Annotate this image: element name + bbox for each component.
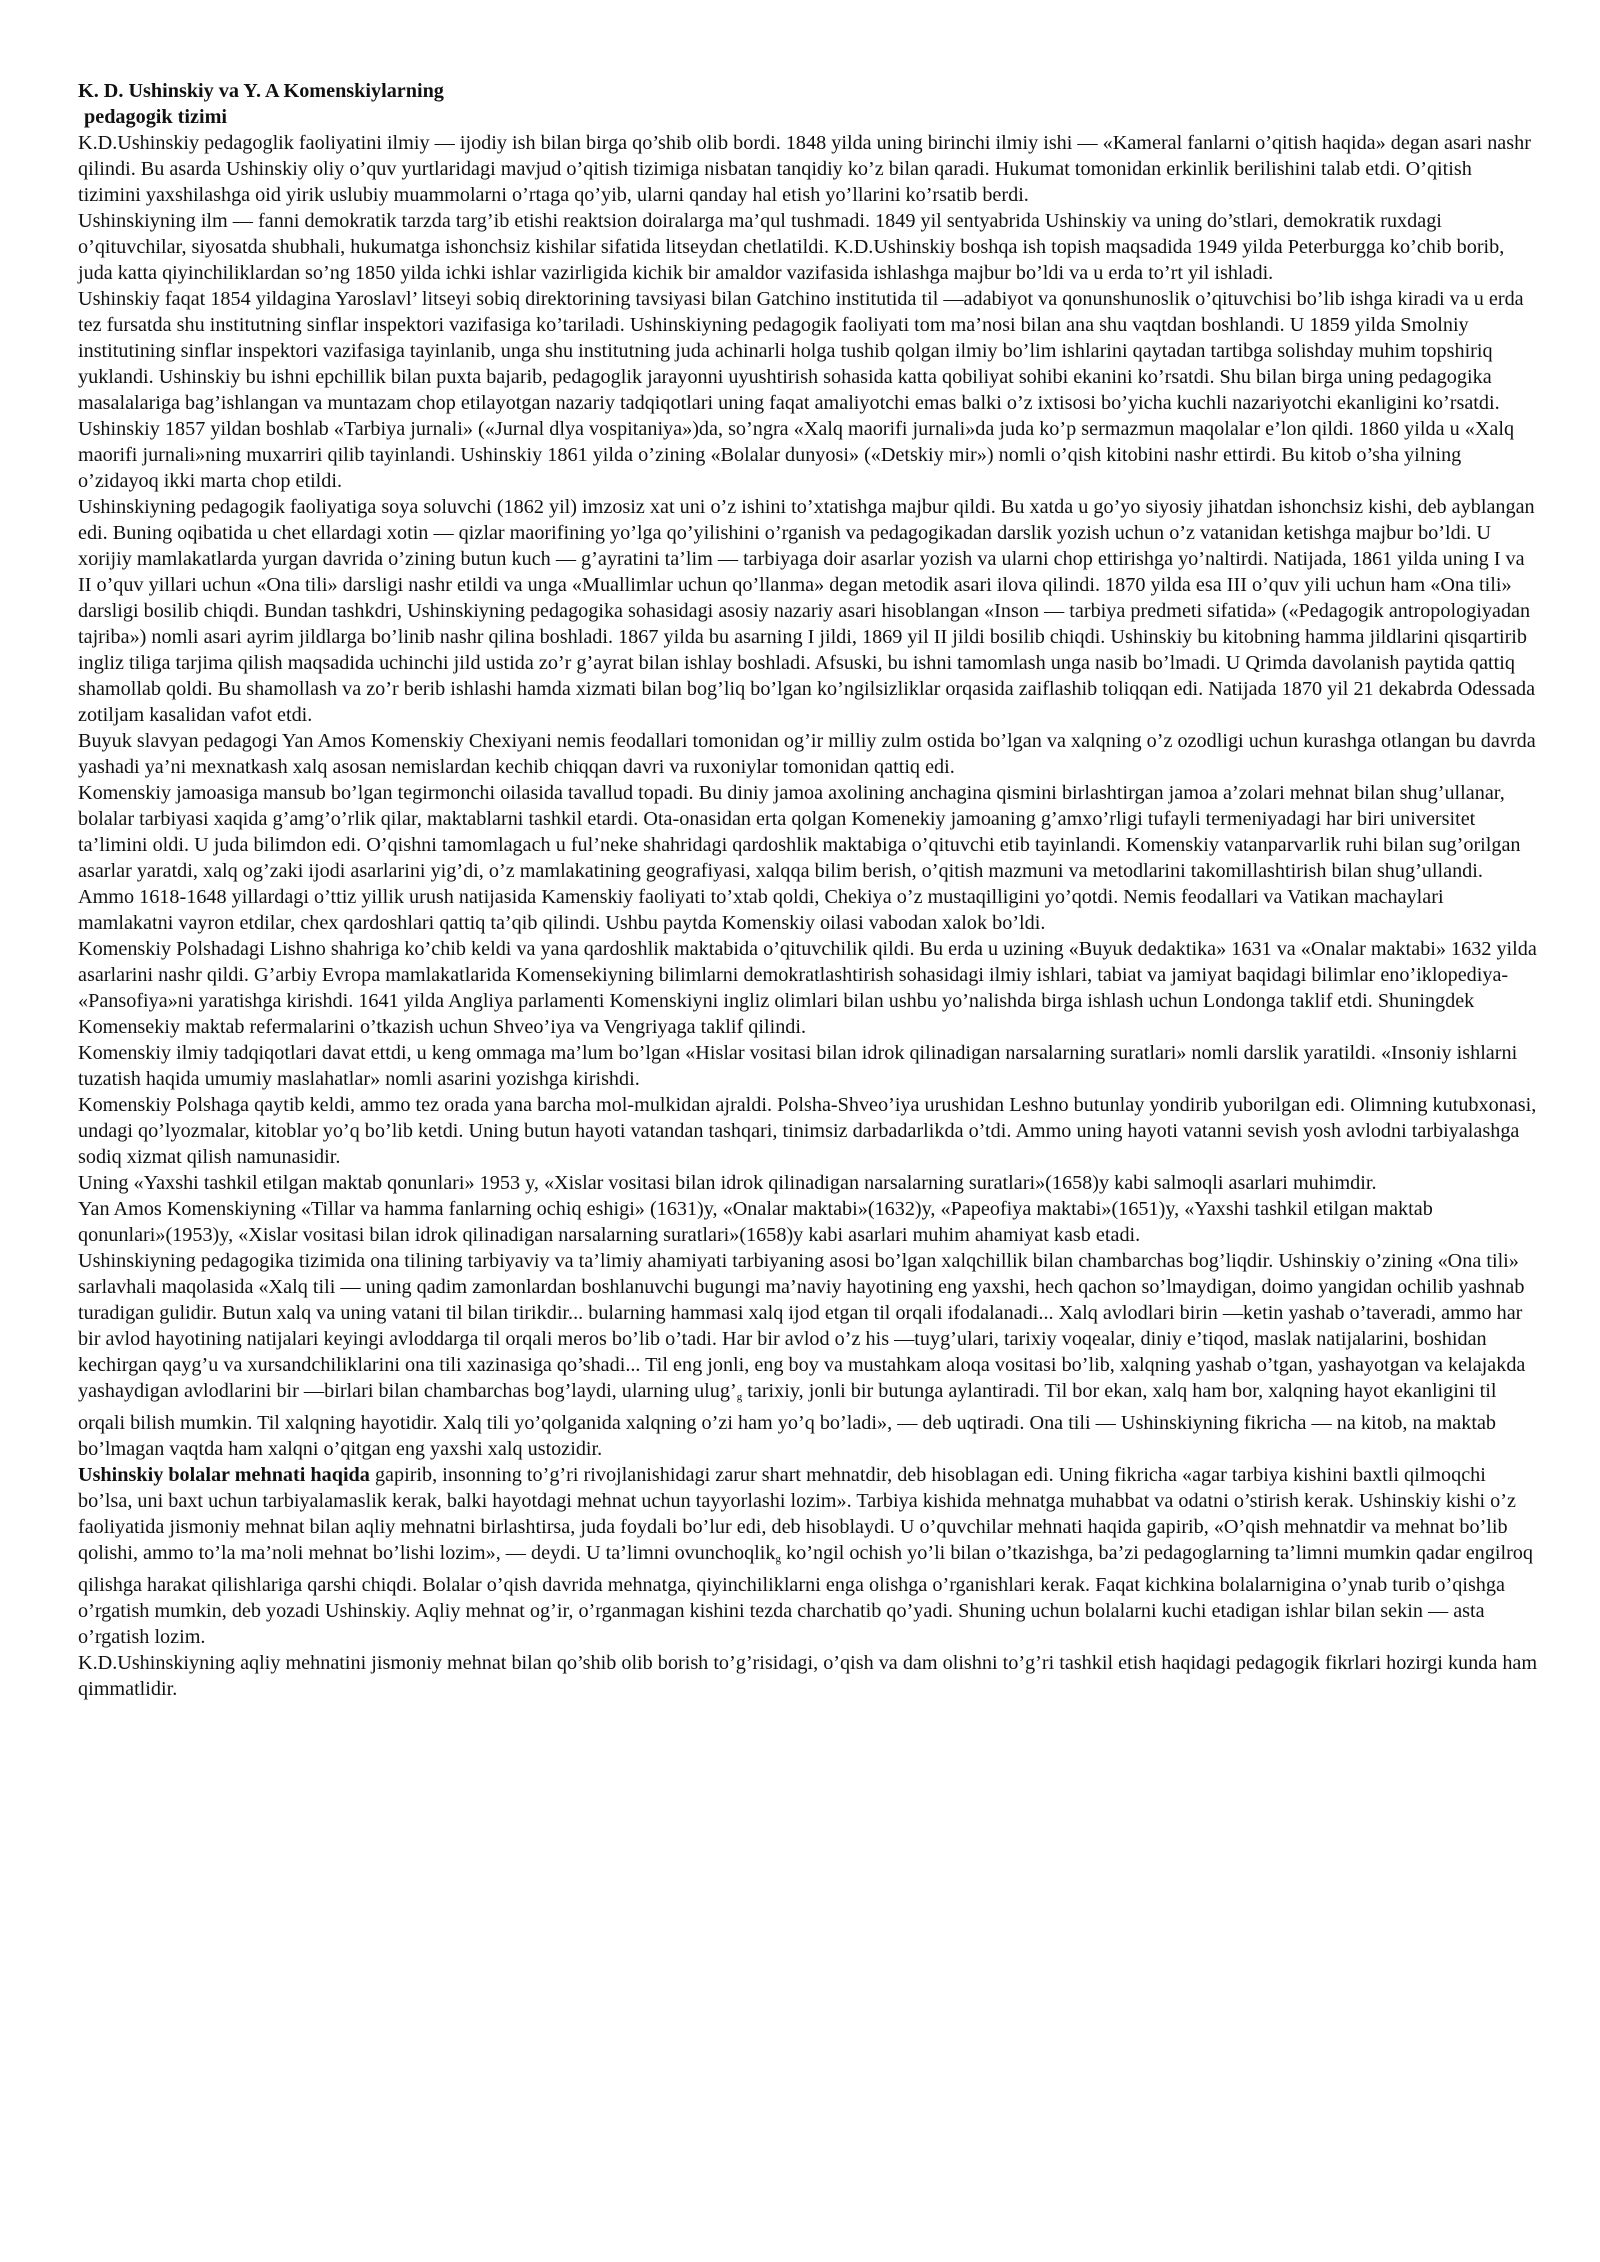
paragraph-6: Buyuk slavyan pedagogi Yan Amos Komenskiy Chexiyani nemis feodallari tomonidan og’ir milliy zulm ostida bo’lgan va xalqning o’z ozodligi uchun kurashga otlangan bu davrda yashadi ya’ni mexnatkash xalq asosan nemislardan kechib chiqqan davri va ruxoniylar tomonidan qattiq edi. [78, 730, 1536, 778]
paragraph-12: Yan Amos Komenskiyning «Tillar va hamma fanlarning ochiq eshigi» (1631)y, «Onalar maktabi»(1632)y, «Papeofiya maktabi»(1651)y, «Yaxshi tashkil etilgan maktab qonunlari»(1953)y, «Xislar vositasi bilan idrok qilinadigan narsalarning suratlari»(1658)y kabi asarlari muhim ahamiyat kasb etadi. [78, 1198, 1433, 1246]
paragraph-2: Ushinskiyning ilm — fanni demokratik tarzda targ’ib etishi reaktsion doiralarga ma’qul tushmadi. 1849 yil sentyabrida Ushinskiy va uning do’stlari, demokratik ruxdagi o’qituvchilar, siyosatda shubhali, hukumatga ishonchsiz kishilar sifatida litseydan chetlatildi. K.D.Ushinskiy boshqa ish topish maqsadida 1949 yilda Peterburgga ko’chib borib, juda katta qiyinchiliklardan so’ng 1850 yilda ichki ishlar vazirligida kichik bir amaldor vazifasida ishlashga majbur bo’ldi va u erda to’rt yil ishladi. [78, 210, 1505, 284]
paragraph-4: Ushinskiy 1857 yildan boshlab «Tarbiya jurnali» («Jurnal dlya vospitaniya»)da, so’ngra «Xalq maorifi jurnali»da juda ko’p sermazmun maqolalar e’lon qildi. 1860 yilda u «Xalq maorifi jurnali»ning muxarriri qilib tayinlandi. Ushinskiy 1861 yilda o’zining «Bolalar dunyosi» («Detskiy mir») nomli o’qish kitobini nashr ettirdi. Bu kitob o’sha yilning o’zidayoq ikki marta chop etildi. [78, 418, 1515, 492]
document-title [78, 78, 1538, 130]
paragraph-5: Ushinskiyning pedagogik faoliyatiga soya soluvchi (1862 yil) imzosiz xat uni o’z ishini to’xtatishga majbur qildi. Bu xatda u go’yo siyosiy jihatdan ishonchsiz kishi, deb ayblangan edi. Buning oqibatida u chet ellardagi xotin — qizlar maorifining yo’lga qo’yilishini o’rganish va pedagogikadan darslik yozish uchun o’z vatanidan ketishga majbur bo’ldi. U xorijiy mamlakatlarda yurgan davrida o’zining butun kuch — g’ayratini ta’lim — tarbiyaga doir asarlar yozish va ularni chop ettirishga yo’naltirdi. Natijada, 1861 yilda uning I va II o’quv yillari uchun «Ona tili» darsligi nashr etildi va unga «Muallimlar uchun qo’llanma» degan metodik asari ilova qilindi. 1870 yilda esa III o’quv yili uchun ham «Ona tili» darsligi bosilib chiqdi. Bundan tashkdri, Ushinskiyning pedagogika sohasidagi asosiy nazariy asari hisoblangan «Inson — tarbiya predmeti sifatida» («Pedagogik antropologiyadan tajriba») nomli asari ayrim jildlarga bo’linib nashr qilina boshladi. 1867 yilda bu asarning I jildi, 1869 yil II jildi bosilib chiqdi. Ushinskiy bu kitobning hamma jildlarini qisqartirib ingliz tiliga tarjima qilish maqsadida uchinchi jild ustida zo’r g’ayrat bilan ishlay boshladi. Afsuski, bu ishni tamomlash unga nasib bo’lmadi. U Qrimda davolanish paytida qattiq shamollab qoldi. Bu shamollash va zo’r berib ishlashi hamda xizmati bilan bog’liq bo’lgan ko’ngilsizliklar orqasida zaiflashib toliqqan edi. Natijada 1870 yil 21 dekabrda Odessada zotiljam kasalidan vafot etdi. [78, 496, 1536, 726]
title-line-1: K. D. Ushinskiy va Y. A Komenskiylarning [78, 80, 444, 102]
paragraph-14-continuation: ko’ngil ochish yo’li bilan o’tkazishga, ba’zi pedagoglarning ta’limni mumkin qadar engilroq qilishga harakat qilishlariga qarshi chiqdi. Bolalar o’qish davrida mehnatga, qiyinchiliklarni enga olishga o’rganishlari kerak. Faqat kichkina bolalarnigina o’ynab turib o’qishga o’rgatish mumkin, deb yozadi Ushinskiy. Aqliy mehnat og’ir, o’rganmagan kishini tezda charchatib qo’yadi. Shuning uchun bolalarni kuchi etadigan ishlar bilan sekin — asta o’rgatish lozim. [78, 1542, 1533, 1648]
paragraph-13 [78, 1248, 1538, 1462]
paragraph-13-subscript: g [736, 1391, 743, 1403]
paragraph-8: Komenskiy Polshadagi Lishno shahriga ko’chib keldi va yana qardoshlik maktabida o’qituvchilik qildi. Bu erda u uzining «Buyuk dedaktika» 1631 va «Onalar maktabi» 1632 yilda asarlarini nashr qildi. G’arbiy Evropa mamlakatlarida Komensekiyning bilimlarni demokratlashtirish sohasidagi ilmiy ishlari, tabiat va jamiyat baqidagi bilimlar eno’iklopediya- «Pansofiya»ni yaratishga kirishdi. 1641 yilda Angliya parlamenti Komenskiyni ingliz olimlari bilan ushbu yo’nalishda birga ishlash uchun Londonga taklif etdi. Shuningdek Komensekiy maktab refermalarini o’tkazish uchun Shveo’iya va Vengriyaga taklif qilindi. [78, 938, 1537, 1038]
title-line-2: pedagogik tizimi [84, 106, 227, 128]
paragraph-9: Komenskiy ilmiy tadqiqotlari davat ettdi, u keng ommaga ma’lum bo’lgan «Hislar vositasi bilan idrok qilinadigan narsalarning suratlari» nomli darslik yaratildi. «Insoniy ishlarni tuzatish haqida umumiy maslahatlar» nomli asarini yozishga kirishdi. [78, 1042, 1518, 1090]
paragraph-10: Komenskiy Polshaga qaytib keldi, ammo tez orada yana barcha mol-mulkidan ajraldi. Polsha-Shveo’iya urushidan Leshno butunlay yondirib yuborilgan edi. Olimning kutubxonasi, undagi qo’lyozmalar, kitoblar yo’q bo’lib ketdi. Uning butun hayoti vatandan tashqari, tinimsiz darbadarlikda o’tdi. Ammo uning hayoti vatanni sevish yosh avlodni tarbiyalashga sodiq xizmat qilish namunasidir. [78, 1094, 1537, 1168]
paragraph-13-text: Ushinskiyning pedagogika tizimida ona tilining tarbiyaviy va ta’limiy ahamiyati tarbiyaning asosi bo’lgan xalqchillik bilan chambarchas bog’liqdir. Ushinskiy o’zining «Ona tili» sarlavhali maqolasida «Xalq tili — uning qadim zamonlardan boshlanuvchi bugungi ma’naviy hayotining eng yaxshi, hech qachon so’lmaydigan, doimo yangidan ochilib yashnab turadigan gulidir. Butun xalq va uning vatani til bilan tirikdir... bularning hammasi xalq ijod etgan til orqali ifodalanadi... Xalq avlodlari birin —ketin yashab o’taveradi, ammo har bir avlod hayotining natijalari keyingi avloddarga til orqali meros bo’lib o’tadi. Har bir avlod o’z his —tuyg’ulari, tarixiy voqealar, diniy e’tiqod, maslak natijalarini, boshidan kechirgan qayg’u va xursandchiliklarini ona tili xazinasiga qo’shadi... Til eng jonli, eng boy va mustahkam aloqa vositasi bo’lib, xalqning yashab o’tgan, yashayotgan va kelajakda yashaydigan avlodlarini bir —birlari bilan chambarchas bog’laydi, ularning ulug’ [78, 1250, 1526, 1402]
paragraph-14-text: gapirib, insonning to’g’ri rivojlanishidagi zarur shart mehnatdir, deb hisoblagan edi. Uning fikricha «agar tarbiya kishini baxtli qilmoqchi bo’lsa, uni baxt uchun tarbiyalamaslik kerak, balki hayotdagi mehnat uchun tayyorlashi lozim». Tarbiya kishida mehnatga muhabbat va odatni o’stirish kerak. Ushinskiy kishi o’z faoliyatida jismoniy mehnat bilan aqliy mehnatni birlashtirsa, juda foydali bo’lur edi, deb hisoblaydi. U o’quvchilar mehnati haqida gapirib, «O’qish mehnatdir va mehnat bo’lib qolishi, ammo to’la ma’noli mehnat bo’lishi lozim», — deydi. U ta’limni ovunchoqlik [78, 1464, 1516, 1564]
paragraph-1: K.D.Ushinskiy pedagoglik faoliyatini ilmiy — ijodiy ish bilan birga qo’shib olib bordi. 1848 yilda uning birinchi ilmiy ishi — «Kameral fanlarni o’qitish haqida» degan asari nashr qilindi. Bu asarda Ushinskiy oliy o’quv yurtlaridagi mavjud o’qitish tizimiga nisbatan tanqidiy ko’z bilan qaradi. Hukumat tomonidan erkinlik berilishini talab etdi. O’qitish tizimini yaxshilashga oid yirik uslubiy muammolarni o’rtaga qo’yib, ularni qanday hal etish yo’llarini ko’rsatib berdi. [78, 132, 1531, 206]
paragraph-14-subscript: g [775, 1553, 781, 1565]
paragraph-15: K.D.Ushinskiyning aqliy mehnatini jismoniy mehnat bilan qo’shib olib borish to’g’risidagi, o’qish va dam olishni to’g’ri tashkil etish haqidagi pedagogik fikrlari hozirgi kunda ham qimmatlidir. [78, 1652, 1538, 1700]
paragraph-11: Uning «Yaxshi tashkil etilgan maktab qonunlari» 1953 y, «Xislar vositasi bilan idrok qilinadigan narsalarning suratlari»(1658)y kabi salmoqli asarlari muhimdir. [78, 1172, 1377, 1194]
document-page [78, 78, 1538, 1702]
paragraph-14 [78, 1462, 1538, 1650]
paragraph-3: Ushinskiy faqat 1854 yildagina Yaroslavl’ litseyi sobiq direktorining tavsiyasi bilan Gatchino institutida til —adabiyot va qonunshunoslik o’qituvchisi bo’lib ishga kiradi va u erda tez fursatda shu institutning sinflar inspektori vazifasiga ko’tariladi. Ushinskiyning pedagogik faoliyati tom ma’nosi bilan ana shu vaqtdan boshlandi. U 1859 yilda Smolniy institutining sinflar inspektori vazifasiga tayinlanib, unga shu institutning juda achinarli holga tushib qolgan ilmiy bo’lim ishlarini qaytadan tartibga solishday muhim topshiriq yuklandi. Ushinskiy bu ishni epchillik bilan puxta bajarib, pedagoglik jarayonni uyushtirish sohasida katta qobiliyat sohibi ekanini ko’rsatdi. Shu bilan birga uning pedagogika masalalariga bag’ishlangan va muntazam chop etilayotgan nazariy tadqiqotlari uning faqat amaliyotchi emas balki o’z ixtisosi bo’yicha kuchli nazariyotchi ekanligini ko’rsatdi. [78, 288, 1524, 414]
paragraph-7: Komenskiy jamoasiga mansub bo’lgan tegirmonchi oilasida tavallud topadi. Bu diniy jamoa axolining anchagina qismini birlashtirgan jamoa a’zolari mehnat bilan shug’ullanar, bolalar tarbiyasi xaqida g’amg’o’rlik qilar, maktablarni tashkil etardi. Ota-onasidan erta qolgan Komenekiy jamoaning g’amxo’rligi tufayli termeniyadagi har biri universitet ta’limini oldi. U juda bilimdon edi. O’qishni tamomlagach u ful’neke shahridagi qardoshlik maktabiga o’qituvchi etib tayinlandi. Komenskiy vatanparvarlik ruhi bilan sug’orilgan asarlar yaratdi, xalq og’zaki ijodi asarlarini yig’di, o’z mamlakatining geografiyasi, xalqqa bilim berish, o’qitish mazmuni va metodlarini takomillashtirish bilan shug’ullandi. Ammo 1618-1648 yillardagi o’ttiz yillik urush natijasida Kamenskiy faoliyati to’xtab qoldi, Chekiya o’z mustaqilligini yo’qotdi. Nemis feodallari va Vatikan machaylari mamlakatni vayron etdilar, chex qardoshlari qattiq ta’qib qilindi. Ushbu paytda Komenskiy oilasi vabodan xalok bo’ldi. [78, 782, 1521, 934]
paragraph-13-continuation: tarixiy, jonli bir butunga aylantiradi. Til bor ekan, xalq ham bor, xalqning hayot ekanligini til orqali bilish mumkin. Til xalqning hayotidir. Xalq tili yo’qolganida xalqning o’zi ham yo’q bo’ladi», — deb uqtiradi. Ona tili — Ushinskiyning fikricha — na kitob, na maktab bo’lmagan vaqtda ham xalqni o’qitgan eng yaxshi xalq ustozidir. [78, 1380, 1497, 1460]
paragraph-14-bold-lead: Ushinskiy bolalar mehnati haqida [78, 1464, 370, 1486]
